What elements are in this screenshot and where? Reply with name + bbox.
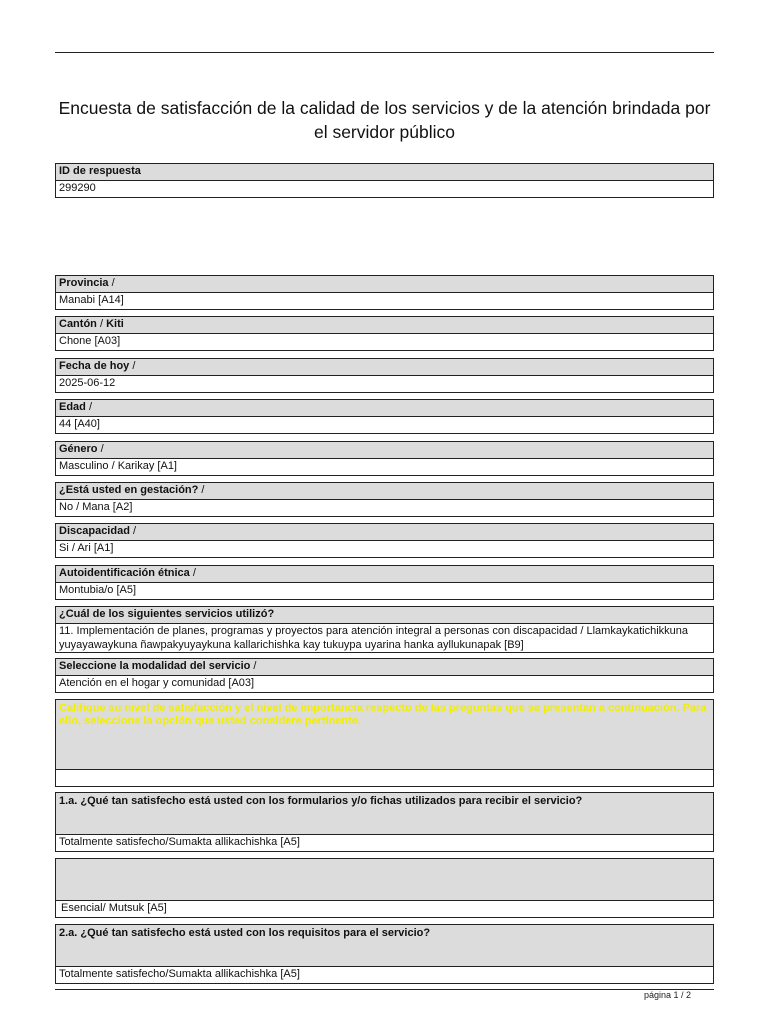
field-value: 2025-06-12 bbox=[59, 377, 116, 389]
field-servicio bbox=[55, 606, 714, 653]
field-value: No / Mana [A2] bbox=[59, 501, 133, 513]
field-canton bbox=[55, 316, 714, 351]
field-label: Cantón bbox=[59, 318, 97, 330]
question-1b bbox=[55, 858, 714, 918]
bottom-rule bbox=[55, 989, 714, 990]
top-rule bbox=[55, 52, 714, 53]
field-genero bbox=[55, 441, 714, 476]
instruction-text: Califique su nivel de satisfacción y el nivel de importancia respecto de las preguntas que se presentan a continuación. Para ello, seleccione la opción que usted considere pertinente. bbox=[59, 702, 707, 727]
field-label-kichwa: Kiti bbox=[106, 318, 124, 330]
field-suffix: / bbox=[250, 660, 257, 672]
instruction-block bbox=[55, 699, 714, 787]
field-value: Atención en el hogar y comunidad [A03] bbox=[59, 677, 255, 689]
question-answer: Totalmente satisfecho/Sumakta allikachishka [A5] bbox=[59, 836, 300, 848]
field-modalidad bbox=[55, 658, 714, 693]
field-suffix: / bbox=[97, 443, 104, 455]
field-suffix: / bbox=[189, 567, 196, 579]
field-label: ¿Está usted en gestación? bbox=[59, 484, 199, 496]
field-label: Discapacidad bbox=[59, 525, 130, 537]
field-label: Provincia bbox=[59, 277, 109, 289]
field-label: Autoidentificación étnica bbox=[59, 567, 190, 579]
field-value: 11. Implementación de planes, programas y proyectos para atención integral a personas con discapacidad / Llamkaykatichikkuna yuyayawaykuna ñawpakyuyaykuna kallarichishka kay tukuypa uyarina hanka ayllukunapak [B9] bbox=[59, 625, 688, 651]
field-value: 44 [A40] bbox=[59, 418, 100, 430]
field-label: Seleccione la modalidad del servicio bbox=[59, 660, 251, 672]
question-2a bbox=[55, 924, 714, 984]
field-suffix: / bbox=[108, 277, 115, 289]
field-label: ¿Cuál de los siguientes servicios utilizó? bbox=[59, 608, 275, 620]
field-value: Montubia/o [A5] bbox=[59, 584, 137, 596]
field-label: Género bbox=[59, 443, 98, 455]
response-id-value: 299290 bbox=[59, 182, 96, 194]
field-value: Manabi [A14] bbox=[59, 294, 124, 306]
field-suffix: / bbox=[198, 484, 205, 496]
question-answer: Totalmente satisfecho/Sumakta allikachishka [A5] bbox=[59, 968, 300, 980]
field-suffix: / bbox=[129, 360, 136, 372]
field-gestacion bbox=[55, 482, 714, 517]
field-value: Chone [A03] bbox=[59, 335, 121, 347]
field-provincia bbox=[55, 275, 714, 310]
survey-title: Encuesta de satisfacción de la calidad de los servicios y de la atención brindada por el servidor público bbox=[58, 98, 711, 142]
field-label: Fecha de hoy bbox=[59, 360, 130, 372]
page-number: página 1 / 2 bbox=[643, 990, 691, 1000]
field-suffix: / bbox=[85, 401, 93, 413]
field-discapacidad bbox=[55, 523, 714, 558]
field-suffix: / bbox=[96, 318, 107, 330]
question-1a bbox=[55, 792, 714, 852]
instruction-value bbox=[56, 770, 713, 786]
response-id-label: ID de respuesta bbox=[56, 164, 713, 181]
field-value: Masculino / Karikay [A1] bbox=[59, 460, 177, 472]
field-label: Edad bbox=[59, 401, 86, 413]
field-etnia bbox=[55, 565, 714, 600]
question-label bbox=[56, 859, 713, 901]
field-suffix: / bbox=[129, 525, 137, 537]
question-label: 1.a. ¿Qué tan satisfecho está usted con los formularios y/o fichas utilizados para recibir el servicio? bbox=[56, 793, 713, 835]
question-label: 2.a. ¿Qué tan satisfecho está usted con los requisitos para el servicio? bbox=[56, 925, 713, 967]
field-fecha bbox=[55, 358, 714, 393]
question-answer: Esencial/ Mutsuk [A5] bbox=[61, 902, 167, 914]
response-id-block bbox=[55, 163, 714, 198]
field-edad bbox=[55, 399, 714, 434]
field-value: Si / Ari [A1] bbox=[59, 542, 114, 554]
